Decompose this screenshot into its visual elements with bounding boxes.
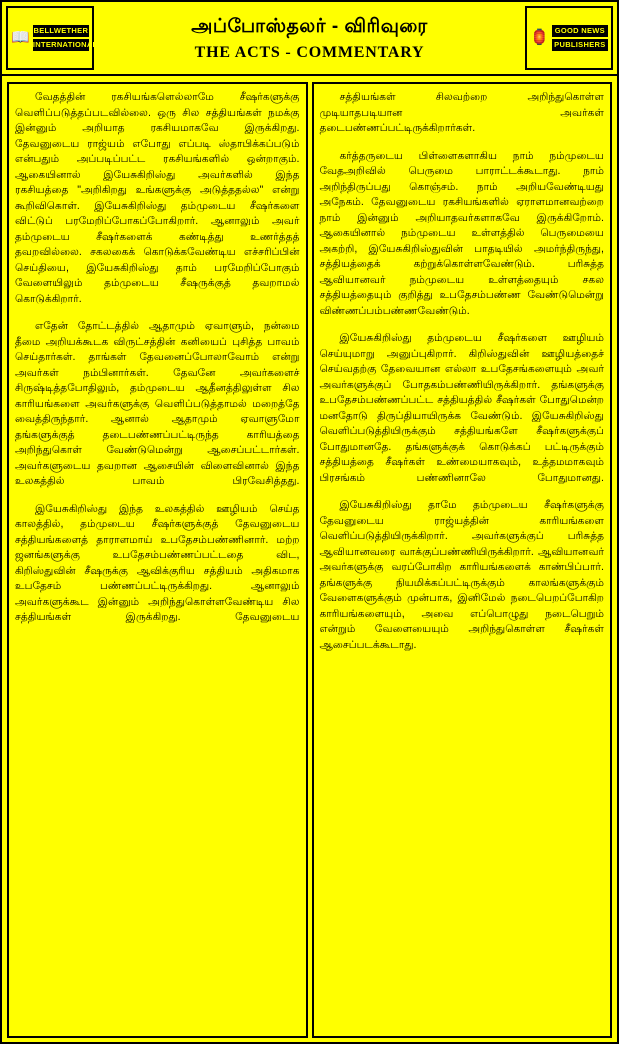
page-title	[98, 2, 521, 74]
column-right	[312, 82, 613, 1038]
open-book-icon: 📖	[11, 29, 30, 46]
publisher-logo-bellwether	[6, 6, 98, 70]
paragraph: எதேன் தோட்டத்தில் ஆதாமும் ஏவாளும், நன்மை தீமை அறியக்கூடக விருட்சத்தின் கனியைப் புசித்த பாவம் செய்தார்கள். தாங்கள் தேவனைப்போலாவோம் என்று அவர்கள் நம்பினார்கள். தேவனே அவர்களைச் சிருஷ்டித்தபோதிலும், தம்முடைய ஆதீனத்திலுள்ள சில காரியங்களை அவர்களுக்கு வெளிப்படுத்தாமல் மறைத்தே வைத்திருந்தார். ஆனால் ஆதாமும் ஏவாளுமோ தங்களுக்குத் தடைபண்ணப்பட்டிருந்த காரியத்தை அறிந்துகொள் வேண்டுமென்று ஆசைப்பட்டார்கள். அவர்களுடைய தவறான ஆசையின் விளைவினால் இந்த உலகத்தில் பாவம் பிரவேசித்தது.	[15, 320, 300, 487]
bellwether-line2: INTERNATIONAL	[32, 40, 98, 49]
title-english: THE ACTS - COMMENTARY	[194, 43, 425, 61]
logo-left-text	[32, 25, 98, 51]
goodnews-line2: PUBLISHERS	[552, 39, 608, 51]
bellwether-line1: BELLWETHER	[33, 26, 89, 35]
paragraph: சத்தியங்கள் சிலவற்றை அறிந்துகொள்ள முடியாதபடியான அவர்கள் தடைபண்ணப்பட்டிருக்கிறார்கள்.	[319, 91, 604, 134]
title-tamil: அப்போஸ்தலர் - விரிவுரை	[191, 15, 428, 37]
paragraph: கர்த்தருடைய பிள்ளைகளாகிய நாம் நம்முடைய வேதஅறிவில் பெருமை பாராட்டக்கூடாது. நாம் அறிந்திருப்பது கொஞ்சம். நாம் அறியவேண்டியது அநேகம். தேவனுடைய ரகசியங்களில் ஏராளமானவற்றை நாம் இன்னும் அறியாதவர்களாகவே இருக்கிறோம். ஆகையினால் நம்முடைய உள்ளத்தில் பெருமையை அகற்றி, இயேசுகிறிஸ்துவின் பாதடியில் அமர்ந்திருந்து, சத்தியத்தைக் கற்றுக்கொள்ளவேண்டும். பரிசுத்த ஆவியானவர் நம்முடைய உள்ளத்தையும் சகல சத்தியத்தையும் குறித்து உபதேசம்பண்ண வேண்டுமென்று விண்ணப்பம்பண்ணவேண்டும்.	[319, 149, 604, 317]
document-body	[2, 76, 617, 1042]
publisher-logo-goodnews	[525, 6, 613, 70]
goodnews-line1: GOOD NEWS	[552, 25, 608, 37]
logo-row-right	[530, 25, 608, 51]
paragraph: இயேசுகிறிஸ்து தம்முடைய சீஷர்களை ஊழியம் செய்யுமாறு அனுப்புகிறார். கிறிஸ்துவின் ஊழியத்தைச் செய்வதற்கு தேவையான எல்லா உபதேசங்களையும் அவர் அவர்களுக்குப் போதகம்பண்ணியிருக்கிறார். தங்களுக்கு உபதேசம்பண்ணப்பட்ட சத்தியத்தில் சீஷர்கள் போதுமென்ற மனதோடு திருப்தியாயிருக்க வேண்டும். இயேசுகிறிஸ்து வெளிப்படுத்தியிருக்கும் சத்தியங்களே சீஷர்களுக்குப் போதுமானதே. தங்களுக்குக் கொடுக்கப் பட்டிருக்கும் சத்தியத்தை சீஷர்கள் உண்மையாகவும், உத்தமமாகவும் பிரசங்கம் பண்ணினாலே போதுமானது.	[319, 332, 604, 484]
torch-icon: 🏮	[530, 29, 549, 46]
document-header	[2, 2, 617, 76]
paragraph: இயேசுகிறிஸ்து இந்த உலகத்தில் ஊழியம் செய்த காலத்தில், தம்முடைய சீஷர்களுக்குத் தேவனுடைய சத்தியங்களைத் தாராளமாய் உபதேசம்பண்ணினார். மற்ற ஜனங்களுக்கு உபதேசம்பண்ணப்பட்டதை விட, கிறிஸ்துவின் சீஷருக்கு ஆவிக்குரிய சத்தியம் அதிகமாக உபதேசம் பண்ணப்பட்டிருக்கிறது. ஆனாலும் அவர்களுக்கூட இன்னும் அறிந்துகொள்ளவேண்டிய சில சத்தியங்கள் இருக்கிறது. தேவனுடைய	[15, 502, 300, 623]
logo-right-text	[552, 25, 608, 51]
logo-row-left	[11, 25, 98, 51]
paragraph: வேதத்தின் ரகசியங்களெல்லாமே சீஷர்களுக்கு வெளிப்படுத்தப்படவில்லை. ஒரு சில சத்தியங்கள் நமக்கு இன்னும் அறியாத ரகசியமாகவே இருக்கிறது. தேவனுடைய ராஜ்யம் எபோது எப்படி ஸ்தாபிக்கப்படும் என்பதும் அப்படிப்பட்ட ரகசியங்களில் ஒன்றாகும். ஆகையினால் இயேசுகிறிஸ்து அவர்களில் இந்த ரகசியத்தை "அறிகிறது உங்களுக்கு அடுத்ததல்ல" என்று கூறிவிகொள். இயேசுகிறிஸ்து தம்முடைய சீஷர்களை விட்டுப் பரமேறிப்போகப்போகிறார். ஆனாலும் அவர் தம்முடைய சீஷர்களைக் கண்டித்து உணர்த்தத் தவறவில்லை. சகலகைக் கொடுக்கவேண்டிய எச்சரிப்பின் செய்தியை, இயேசுகிறிஸ்து தாம் பரமேறிப்போகும் வேளையிலும் தம்முடைய சீஷருக்குத் தவறாமல் கொடுக்கிறார்.	[15, 91, 300, 305]
column-left	[7, 82, 308, 1038]
paragraph: இயேசுகிறிஸ்து தாமே தம்முடைய சீஷர்களுக்கு தேவனுடைய ராஜ்யத்தின் காரியங்களை வெளிப்படுத்தியிருக்கிறார். அவர்களுக்குப் பரிசுத்த ஆவியானவரை வாக்குப்பண்ணியிருக்கிறார். ஆவியானவர் அவர்களுக்கு வரப்போகிற காரியங்களைக் காண்பிப்பார். தங்களுக்கு நியமிக்கப்பட்டிருக்கும் காலங்களுக்கும் வேளைகளுக்கும் முன்பாக, இனிமேல் நடைபெறப்போகிற காரியங்களையும், அவை எப்பொழுது நடைபெறும் என்றும் வேளையையும் அறிந்துகொள்ள சீஷர்கள் ஆசைப்படக்கூடாது.	[319, 499, 604, 651]
